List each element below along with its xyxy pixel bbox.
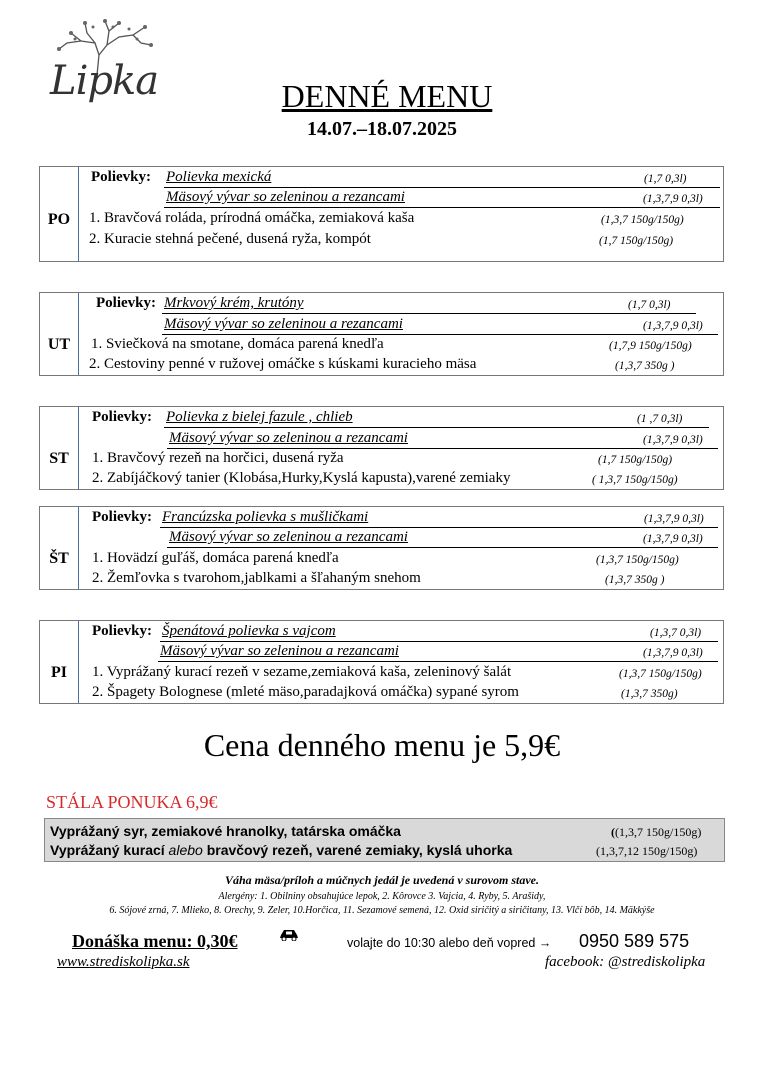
meal-1: 1. Hovädzí guľáš, domáca parená knedľa	[92, 550, 339, 566]
soups-label: Polievky:	[96, 295, 156, 311]
day-divider	[78, 621, 79, 703]
soups-label: Polievky:	[92, 623, 152, 639]
standing-offer-item-2-allergens: (1,3,7,12 150g/150g)	[596, 844, 698, 858]
soup-2-allergens: (1,3,7,9 0,3l)	[643, 320, 703, 332]
standing-offer-box	[44, 818, 725, 862]
facebook-handle[interactable]: facebook: @strediskolipka	[545, 954, 706, 970]
soup-2: Mäsový vývar so zeleninou a rezancami	[169, 529, 408, 545]
soup-1-allergens: (1 ,7 0,3l)	[637, 413, 683, 425]
meal-2: 2. Cestoviny penné v ružovej omáčke s kúskami kuracieho mäsa	[89, 356, 477, 372]
day-block-tuesday	[39, 292, 724, 376]
soup-2: Mäsový vývar so zeleninou a rezancami	[166, 189, 405, 205]
day-abbr: ŠT	[49, 550, 69, 567]
soup-1-allergens: (1,7 0,3l)	[628, 299, 671, 311]
soup-2: Mäsový vývar so zeleninou a rezancami	[160, 643, 399, 659]
meal-2-allergens: ( 1,3,7 150g/150g)	[592, 474, 678, 486]
meal-2-allergens: (1,3,7 350g)	[621, 688, 678, 700]
day-block-friday	[39, 620, 724, 704]
day-abbr: PO	[47, 211, 71, 228]
day-divider	[78, 407, 79, 489]
day-abbr: ST	[49, 450, 69, 467]
allergens-note-1: Alergény: 1. Obilniny obsahujúce lepok, 2. Kôrovce 3. Vajcia, 4. Ryby, 5. Arašidy,	[218, 891, 546, 902]
meal-1: 1. Vyprážaný kurací rezeň v sezame,zemiaková kaša, zeleninový šalát	[92, 664, 512, 680]
soups-label: Polievky:	[92, 509, 152, 525]
arrow-icon: →	[538, 936, 552, 950]
standing-offer-item-2: Vyprážaný kurací alebo bravčový rezeň, varené zemiaky, kyslá uhorka	[50, 842, 513, 858]
soup-1: Polievka mexická	[166, 169, 272, 185]
soup-2-allergens: (1,3,7,9 0,3l)	[643, 434, 703, 446]
soup-2-allergens: (1,3,7,9 0,3l)	[643, 533, 703, 545]
soup-1-allergens: (1,3,7,9 0,3l)	[644, 513, 704, 525]
standing-offer-item-1-allergens: ((1,3,7 150g/150g)	[611, 825, 702, 839]
meal-2: 2. Kuracie stehná pečené, dusená ryža, kompót	[89, 231, 371, 247]
standing-offer-item-1: Vyprážaný syr, zemiakové hranolky, tatárska omáčka	[50, 823, 401, 839]
day-divider	[78, 167, 79, 261]
soup-2-allergens: (1,3,7,9 0,3l)	[643, 647, 703, 659]
meal-1: 1. Sviečková na smotane, domáca parená knedľa	[91, 336, 384, 352]
day-divider	[78, 293, 79, 375]
day-abbr: PI	[51, 664, 67, 681]
day-abbr: UT	[47, 336, 71, 353]
meal-1: 1. Bravčová roláda, prírodná omáčka, zemiaková kaša	[89, 210, 415, 226]
meal-2: 2. Zabíjáčkový tanier (Klobása,Hurky,Kyslá kapusta),varené zemiaky	[92, 470, 511, 486]
logo-text: Lipka	[50, 58, 159, 104]
meal-2-allergens: (1,3,7 350g )	[615, 360, 675, 372]
soup-2-allergens: (1,3,7,9 0,3l)	[643, 193, 703, 205]
website-link[interactable]: www.strediskolipka.sk	[57, 954, 190, 970]
soup-1: Polievka z bielej fazule , chlieb	[166, 409, 353, 425]
soup-1: Francúzska polievka s mušličkami	[162, 509, 369, 525]
soup-2: Mäsový vývar so zeleninou a rezancami	[169, 430, 408, 446]
soup-1-allergens: (1,7 0,3l)	[644, 173, 687, 185]
underline	[164, 207, 720, 208]
meal-2: 2. Žemľovka s tvarohom,jablkami a šľahaným snehom	[92, 570, 421, 586]
soups-label: Polievky:	[91, 169, 151, 185]
meal-2-allergens: (1,3,7 350g )	[605, 574, 665, 586]
meal-1: 1. Bravčový rezeň na horčici, dusená ryža	[92, 450, 344, 466]
underline	[160, 527, 718, 528]
delivery-price: Donáška menu: 0,30€	[72, 931, 238, 951]
underline	[167, 547, 718, 548]
meal-1-allergens: (1,3,7 150g/150g)	[601, 214, 684, 226]
underline	[160, 641, 718, 642]
day-block-thursday	[39, 506, 724, 590]
car-icon	[278, 927, 300, 946]
day-block-wednesday	[39, 406, 724, 490]
underline	[164, 427, 709, 428]
meal-2: 2. Špagety Bolognese (mleté mäso,paradajková omáčka) sypané syrom	[92, 684, 519, 700]
weight-note: Váha mäsa/príloh a múčnych jedál je uvedená v surovom stave.	[225, 873, 539, 887]
soups-label: Polievky:	[92, 409, 152, 425]
underline	[162, 334, 718, 335]
underline	[158, 661, 718, 662]
day-block-monday	[39, 166, 724, 262]
day-divider	[78, 507, 79, 589]
meal-1-allergens: (1,3,7 150g/150g)	[619, 668, 702, 680]
soup-2: Mäsový vývar so zeleninou a rezancami	[164, 316, 403, 332]
underline	[162, 313, 696, 314]
phone-number[interactable]: 0950 589 575	[579, 931, 690, 951]
call-note: volajte do 10:30 alebo deň vopred →	[347, 936, 552, 950]
soup-1-allergens: (1,3,7 0,3l)	[650, 627, 702, 639]
meal-2-allergens: (1,7 150g/150g)	[599, 235, 674, 247]
allergens-note-2: 6. Sójové zrná, 7. Mlieko, 8. Orechy, 9. Zeler, 10.Horčica, 11. Sezamové semená, 12. Oxid siričitý a siričitany, 13. Vlčí bôb, 14. Mäkkýše	[109, 905, 655, 916]
underline	[164, 187, 720, 188]
standing-offer-title: STÁLA PONUKA 6,9€	[46, 792, 218, 812]
meal-1-allergens: (1,7 150g/150g)	[598, 454, 673, 466]
underline	[167, 448, 718, 449]
soup-1: Špenátová polievka s vajcom	[162, 623, 336, 639]
menu-price: Cena denného menu je 5,9€	[203, 727, 561, 763]
meal-1-allergens: (1,3,7 150g/150g)	[596, 554, 679, 566]
menu-dates: 14.07.–18.07.2025	[307, 118, 457, 140]
page-title: DENNÉ MENU	[281, 78, 493, 114]
meal-1-allergens: (1,7,9 150g/150g)	[609, 340, 692, 352]
soup-1: Mrkvový krém, krutóny	[164, 295, 304, 311]
